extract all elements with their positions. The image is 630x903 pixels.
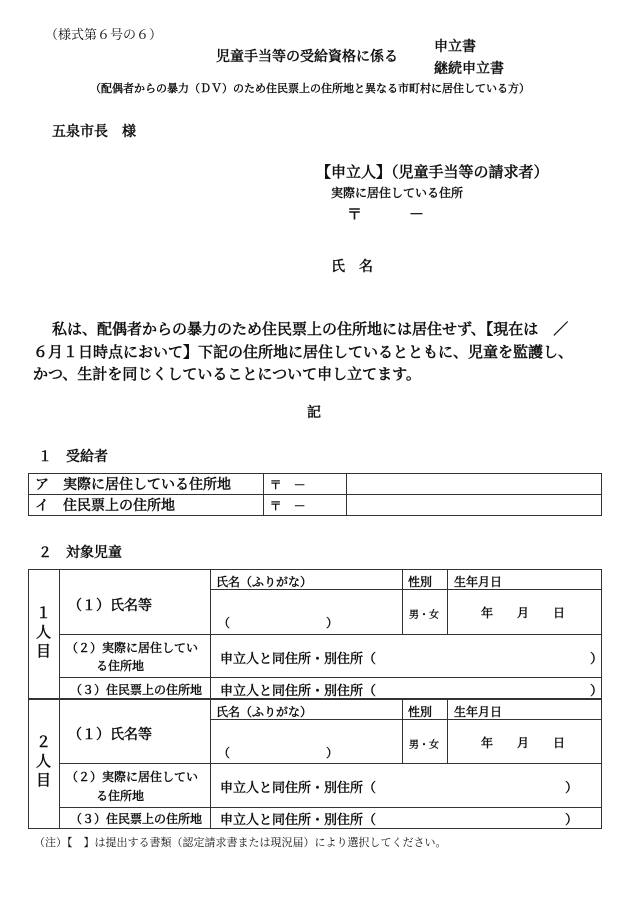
addressee: 五泉市長 様 bbox=[52, 124, 136, 140]
child-2-name-header: 氏名（ふりがな） bbox=[216, 705, 313, 719]
form-title: 児童手当等の受給資格に係る bbox=[216, 49, 398, 65]
child-1-registered-address-label: （３）住民票上の住所地 bbox=[70, 683, 203, 697]
child-1-actual-address-close: ） bbox=[590, 652, 604, 667]
child-2-actual-address-close: ） bbox=[565, 781, 579, 796]
child-2-registered-address-field[interactable]: 申立人と同住所・別住所（ bbox=[220, 813, 377, 828]
child-1-birth-header: 生年月日 bbox=[454, 575, 503, 589]
recipient-actual-label: ア 実際に居住している住所地 bbox=[29, 474, 264, 495]
child-1-actual-address-label-cont: る住所地 bbox=[96, 659, 145, 673]
applicant-name-label: 氏 名 bbox=[331, 259, 373, 275]
child-2-registered-address-label: （３）住民票上の住所地 bbox=[70, 812, 203, 826]
child-2-gender-field[interactable]: 男・女 bbox=[409, 740, 439, 751]
recipient-row-registered bbox=[29, 495, 602, 516]
child-2-actual-address-label: （２）実際に居住してい bbox=[66, 770, 199, 784]
recipient-actual-address-field[interactable] bbox=[347, 474, 602, 495]
recipient-registered-zip[interactable]: 〒 － bbox=[263, 495, 347, 516]
statement-line-2: ６月１日時点において】下記の住所地に居住しているとともに、児童を監護し、 bbox=[33, 343, 574, 361]
child-1-registered-address-close: ） bbox=[590, 684, 604, 699]
section-1-heading: １ 受給者 bbox=[38, 449, 108, 465]
statement-line-3: かつ、生計を同じくしていることについて申し立てます。 bbox=[33, 365, 421, 383]
title-option-continuation: 継続申立書 bbox=[434, 61, 504, 77]
child-2-birth-header: 生年月日 bbox=[454, 705, 503, 719]
footnote: （注）【 】は提出する書類（認定請求書または現況届）により選択してください。 bbox=[34, 836, 447, 849]
recipient-registered-label: イ 住民票上の住所地 bbox=[29, 495, 264, 516]
applicant-heading: 【申立人】（児童手当等の請求者） bbox=[316, 163, 549, 181]
child-2-actual-address-label-cont: る住所地 bbox=[96, 789, 145, 803]
child-2-number: ２人目 bbox=[36, 733, 52, 789]
form-number: （様式第６号の６） bbox=[45, 28, 163, 43]
child-1-registered-address-field[interactable]: 申立人と同住所・別住所（ bbox=[220, 684, 377, 699]
child-2-birth-field[interactable]: 年 月 日 bbox=[481, 736, 566, 750]
title-option-application: 申立書 bbox=[434, 39, 476, 55]
statement-line-1: 私は、配偶者からの暴力のため住民票上の住所地には居住せず、【現在は ／ bbox=[52, 320, 569, 338]
child-1-furigana-field[interactable]: （ ） bbox=[218, 616, 339, 630]
applicant-address-label: 実際に居住している住所 bbox=[331, 186, 464, 200]
recipient-row-actual bbox=[29, 474, 602, 495]
child-1-name-header: 氏名（ふりがな） bbox=[216, 575, 313, 589]
recipient-registered-address-field[interactable] bbox=[347, 495, 602, 516]
child-2-actual-address-field[interactable]: 申立人と同住所・別住所（ bbox=[220, 781, 377, 796]
applicant-zip-mark: 〒 bbox=[347, 205, 363, 223]
child-2-gender-header: 性別 bbox=[408, 705, 433, 719]
child-1-number: １人目 bbox=[36, 604, 52, 660]
child-1-birth-field[interactable]: 年 月 日 bbox=[481, 606, 566, 620]
child-2-furigana-field[interactable]: （ ） bbox=[218, 746, 339, 760]
form-subtitle: （配偶者からの暴力（ＤＶ）のため住民票上の住所地と異なる市町村に居住している方） bbox=[90, 82, 530, 95]
child-1-gender-header: 性別 bbox=[408, 575, 433, 589]
ki-heading: 記 bbox=[307, 405, 321, 421]
child-1-name-section-label: （１）氏名等 bbox=[68, 598, 152, 614]
child-1-actual-address-field[interactable]: 申立人と同住所・別住所（ bbox=[220, 652, 377, 667]
section-2-heading: ２ 対象児童 bbox=[38, 545, 122, 561]
applicant-zip-dash: － bbox=[409, 205, 425, 223]
recipient-actual-zip[interactable]: 〒 － bbox=[263, 474, 347, 495]
child-2-name-section-label: （１）氏名等 bbox=[68, 727, 152, 743]
child-1-gender-field[interactable]: 男・女 bbox=[409, 610, 439, 621]
child-2-registered-address-close: ） bbox=[565, 813, 579, 828]
child-1-actual-address-label: （２）実際に居住してい bbox=[66, 641, 199, 655]
recipient-table bbox=[28, 473, 602, 516]
